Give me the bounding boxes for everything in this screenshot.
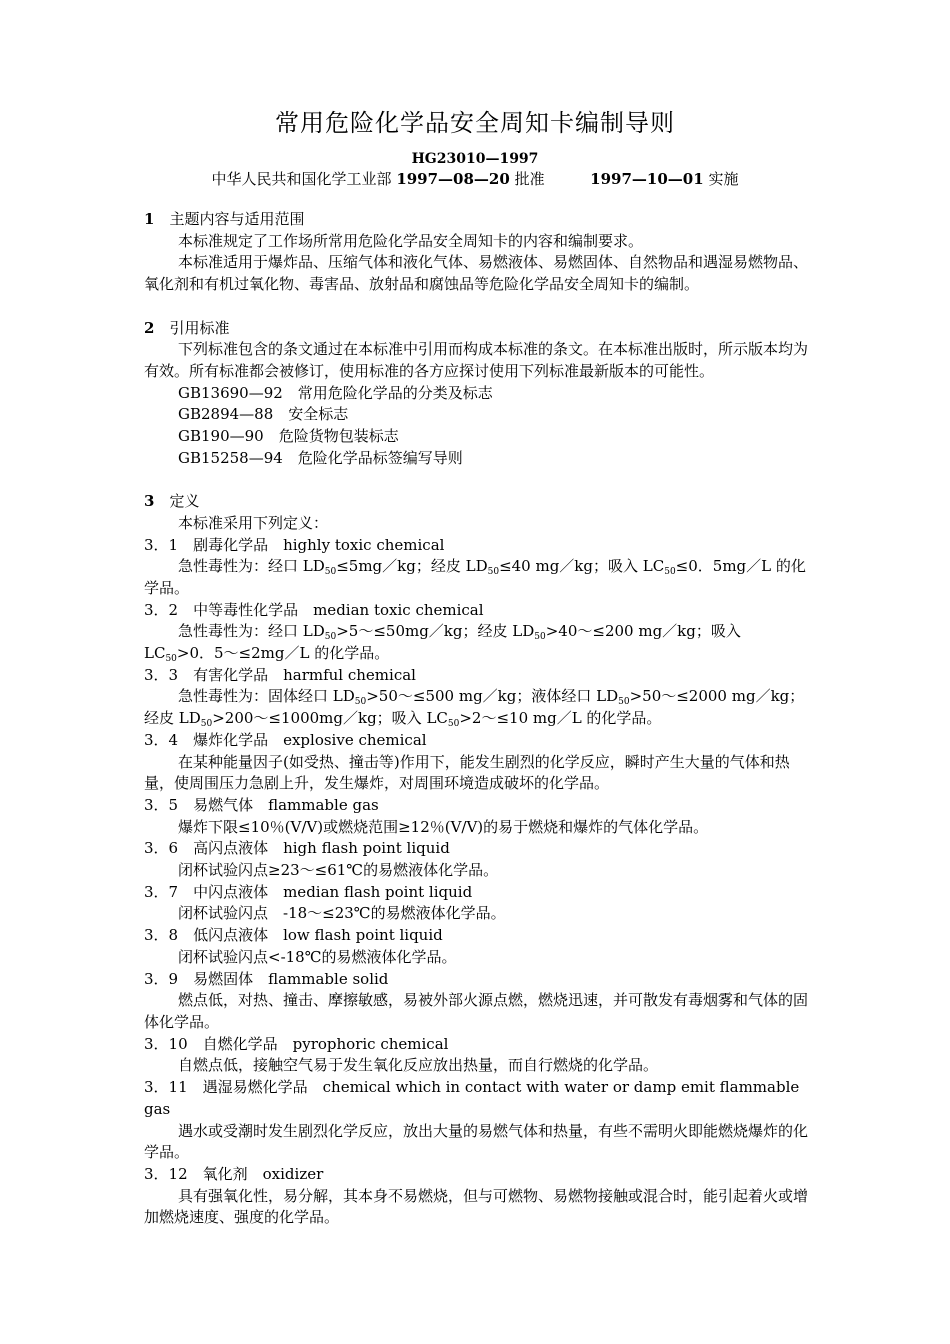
- definition-3-1-heading: 3．1 剧毒化学品 highly toxic chemical: [144, 535, 445, 554]
- definition-3-7-heading: 3．7 中闪点液体 median flash point liquid: [144, 882, 473, 901]
- definition-3-10-heading: 3．10 自燃化学品 pyrophoric chemical: [144, 1034, 449, 1053]
- reference-item: GB190—90 危险货物包装标志: [178, 427, 399, 446]
- definition-3-4-heading: 3．4 爆炸化学品 explosive chemical: [144, 730, 427, 749]
- section-2-paragraph-1: 下列标准包含的条文通过在本标准中引用而构成本标准的条文。在本标准出版时，所示版本均为有效。所有标准都会被修订，使用标准的各方应探讨使用下列标准最新版本的可能性。: [144, 340, 809, 380]
- definition-3-10-text: 自燃点低，接触空气易于发生氧化反应放出热量，而自行燃烧的化学品。: [178, 1056, 659, 1075]
- issuer: 中华人民共和国化学工业部: [211, 170, 392, 188]
- definition-3-8-text: 闭杯试验闪点<-18℃的易燃液体化学品。: [178, 947, 457, 966]
- definition-3-2-text: 急性毒性为：经口 $LD_{50}>5\sim\le 50mg/kg$；经皮 $LD_{50}>40\sim\le 200$ mg／kg；吸入 $LC_{50}>0$．5～≤2mg／L 的化学品。: [144, 622, 741, 665]
- section-1-title: 主题内容与适用范围: [169, 210, 305, 228]
- definition-3-6-text: 闭杯试验闪点≥23～≤61℃的易燃液体化学品。: [178, 861, 499, 880]
- definition-3-11-text: 遇水或受潮时发生剧烈化学反应，放出大量的易燃气体和热量，有些不需明火即能燃烧爆炸的化学品。: [144, 1121, 809, 1162]
- definition-3-9-text: 燃点低，对热、撞击、摩擦敏感，易被外部火源点燃，燃烧迅速，并可散发有毒烟雾和气体的固体化学品。: [144, 991, 809, 1031]
- approval-line: [0, 168, 950, 190]
- section-3-title: 定义: [169, 492, 200, 511]
- definition-3-2-heading: 3．2 中等毒性化学品 median toxic chemical: [144, 600, 484, 619]
- definition-3-9-heading: 3．9 易燃固体 flammable solid: [144, 969, 389, 988]
- definition-3-12-text: 具有强氧化性，易分解，其本身不易燃烧，但与可燃物、易燃物接触或混合时，能引起着火或增加燃烧速度、强度的化学品。: [144, 1186, 809, 1227]
- reference-item: GB13690—92 常用危险化学品的分类及标志: [178, 383, 493, 402]
- reference-item: GB2894—88 安全标志: [178, 405, 349, 424]
- definition-3-6-heading: 3．6 高闪点液体 high flash point liquid: [144, 839, 450, 858]
- section-2-heading: [144, 318, 808, 340]
- document-body: [144, 209, 808, 1229]
- document-title: 常用危险化学品安全周知卡编制导则: [275, 109, 675, 137]
- definition-3-12-heading: 3．12 氧化剂 oxidizer: [144, 1164, 324, 1183]
- standard-code: HG23010—1997: [411, 151, 539, 167]
- definition-3-3-heading: 3．3 有害化学品 harmful chemical: [144, 665, 416, 684]
- section-3-number: 3: [144, 492, 155, 511]
- definition-3-8-heading: 3．8 低闪点液体 low flash point liquid: [144, 926, 443, 945]
- section-1-heading: [144, 209, 808, 231]
- definition-3-11-heading: 3．11 遇湿易燃化学品 chemical which in contact with water or damp emit flammable gas: [144, 1078, 800, 1118]
- section-3-heading: [144, 491, 808, 513]
- reference-item: GB15258—94 危险化学品标签编写导则: [178, 448, 463, 467]
- approve-date: 1997—08—20: [396, 170, 510, 188]
- section-1-paragraph-1: 本标准规定了工作场所常用危险化学品安全周知卡的内容和编制要求。: [178, 231, 644, 250]
- definition-3-7-text: 闭杯试验闪点 -18～≤23℃的易燃液体化学品。: [178, 904, 506, 923]
- definition-3-3-text: 急性毒性为：固体经口 $LD_{50}>50\sim\le 500$ mg／kg；液体经口 $LD_{50}>50\sim\le 2000$ mg／kg；经皮 $LD_{50}>200\sim\le 1000mg/kg$；吸入 $LC_{50}>2\sim\le 10$ mg／L 的化学品。: [144, 687, 805, 730]
- impl-date: 1997—10—01: [590, 170, 704, 188]
- section-1-number: 1: [144, 210, 155, 228]
- section-3-intro: 本标准采用下列定义：: [178, 513, 329, 532]
- approve-label: 批准: [514, 170, 545, 188]
- impl-label: 实施: [708, 170, 739, 188]
- section-1-paragraph-2: 本标准适用于爆炸品、压缩气体和液化气体、易燃液体、易燃固体、自然物品和遇湿易燃物品、氧化剂和有机过氧化物、毒害品、放射品和腐蚀品等危险化学品安全周知卡的编制。: [144, 253, 809, 294]
- section-2-number: 2: [144, 318, 155, 337]
- definition-3-1-text: 急性毒性为：经口 $LD_{50}\le 5mg/kg$；经皮 $LD_{50}\le 40$ mg／kg；吸入 $LC_{50}\le 0$．5mg／L 的化学品。: [144, 557, 806, 597]
- definition-3-5-heading: 3．5 易燃气体 flammable gas: [144, 795, 379, 814]
- definition-3-5-text: 爆炸下限≤10％(V/V)或燃烧范围≥12％(V/V)的易于燃烧和爆炸的气体化学品。: [178, 817, 709, 836]
- section-2-title: 引用标准: [169, 318, 230, 337]
- definition-3-4-text: 在某种能量因子(如受热、撞击等)作用下，能发生剧烈的化学反应，瞬时产生大量的气体和热量，使周围压力急剧上升，发生爆炸，对周围环境造成破坏的化学品。: [144, 752, 790, 793]
